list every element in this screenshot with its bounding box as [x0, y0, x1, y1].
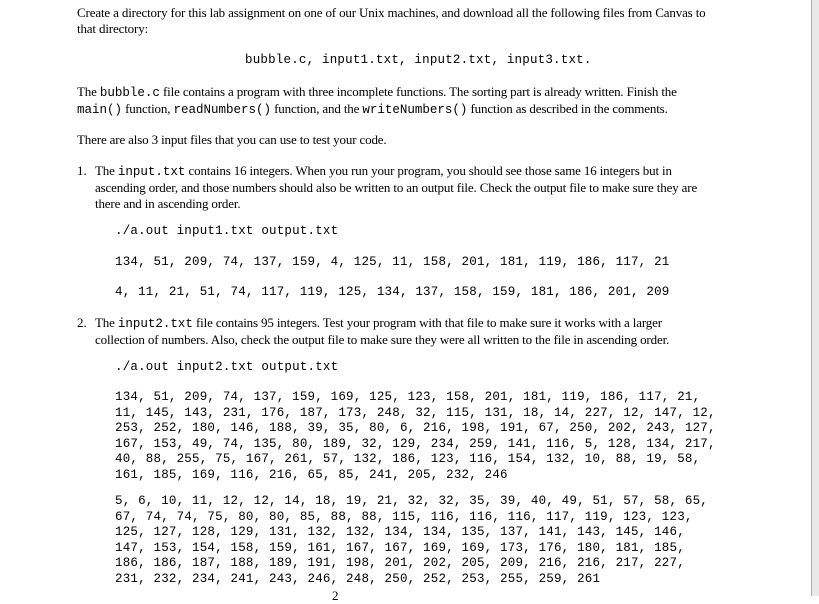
para2-text-3: function, [122, 101, 174, 116]
code-bubble-c: bubble.c [99, 86, 160, 100]
file-list: bubble.c, input1.txt, input2.txt, input3.txt. [245, 53, 592, 67]
item-1-sorted-numbers: 4, 11, 21, 51, 74, 117, 119, 125, 134, 137, 158, 159, 181, 186, 201, 209 [115, 285, 670, 299]
item-2-number: 2. [77, 315, 87, 330]
code-input-txt: input.txt [117, 165, 186, 179]
item-1-number: 1. [77, 163, 87, 178]
item1-text-2: contains 16 integers. When you run your program, you should see those same 16 integers but in [185, 163, 672, 178]
viewer-background-strip [812, 0, 819, 596]
item-2-input-block: 134, 51, 209, 74, 137, 159, 169, 125, 123, 158, 201, 181, 119, 186, 117, 21, 11, 145, 143, 231, 176, 187, 173, 248, 32, 115, 131, 18, 14, 227, 12, 147, 12, 253, 252, 180, 146, 188, 39, 35, 80, 6, 216, 198, 191, 67, 250, 202, 243, 127, 167, 153, 49, 74, 135, 80, 189, 32, 129, 234, 259, 141, 116, 5, 128, 134, 217, 40, 88, 255, 75, 167, 261, 57, 132, 186, 123, 116, 154, 132, 10, 88, 19, 58, 161, 185, 169, 116, 216, 65, 85, 241, 205, 232, 246 [115, 390, 716, 482]
code-writenumbers: writeNumbers() [362, 103, 468, 117]
para2-text-5: function as described in the comments. [467, 101, 668, 116]
para2-text-1: The [77, 84, 100, 99]
item-1-input-numbers: 134, 51, 209, 74, 137, 159, 4, 125, 11, 158, 201, 181, 119, 186, 117, 21 [115, 255, 670, 269]
item-2-sorted-block: 5, 6, 10, 11, 12, 12, 14, 18, 19, 21, 32, 32, 35, 39, 40, 49, 51, 57, 58, 65, 67, 74, 74, 75, 80, 80, 85, 88, 88, 115, 116, 116, 116, 117, 119, 123, 123, 125, 127, 128, 129, 131, 132, 132, 134, 134, 135, 137, 141, 143, 145, 146, 147, 153, 154, 158, 159, 161, 167, 167, 169, 169, 173, 176, 180, 181, 185, 186, 186, 187, 188, 189, 191, 198, 201, 202, 205, 209, 216, 216, 217, 227, 231, 232, 234, 241, 243, 246, 248, 250, 252, 253, 255, 259, 261 [115, 494, 708, 586]
item2-text-1: The [95, 315, 118, 330]
item-1-command: ./a.out input1.txt output.txt [115, 224, 339, 238]
item1-line-3: there and in ascending order. [95, 196, 241, 211]
code-readnumbers: readNumbers() [173, 103, 271, 117]
code-main: main() [77, 103, 123, 117]
para2-text-2: file contains a program with three incomplete functions. The sorting part is already written. Finish the [159, 84, 677, 99]
code-input2-txt: input2.txt [117, 317, 193, 331]
instructions-paragraph [77, 84, 747, 118]
item-1-text [95, 163, 745, 212]
item1-text-1: The [95, 163, 118, 178]
page-number: 2 [332, 588, 339, 603]
intro-paragraph [77, 5, 747, 37]
item2-line-2: collection of numbers. Also, check the output file to make sure they were all written to the file in ascending order. [95, 332, 670, 347]
intro-line-2: that directory: [77, 21, 149, 36]
intro-line-1: Create a directory for this lab assignment on one of our Unix machines, and download all the following files from Canvas to [77, 5, 706, 20]
item2-text-2: file contains 95 integers. Test your program with that file to make sure it works with a larger [192, 315, 662, 330]
test-files-paragraph: There are also 3 input files that you can use to test your code. [77, 132, 387, 147]
item1-line-2: ascending order, and those numbers should also be written to an output file. Check the output file to make sure they are [95, 180, 698, 195]
item-2-command: ./a.out input2.txt output.txt [115, 360, 339, 374]
para2-text-4: function, and the [270, 101, 363, 116]
item-2-text [95, 315, 745, 348]
